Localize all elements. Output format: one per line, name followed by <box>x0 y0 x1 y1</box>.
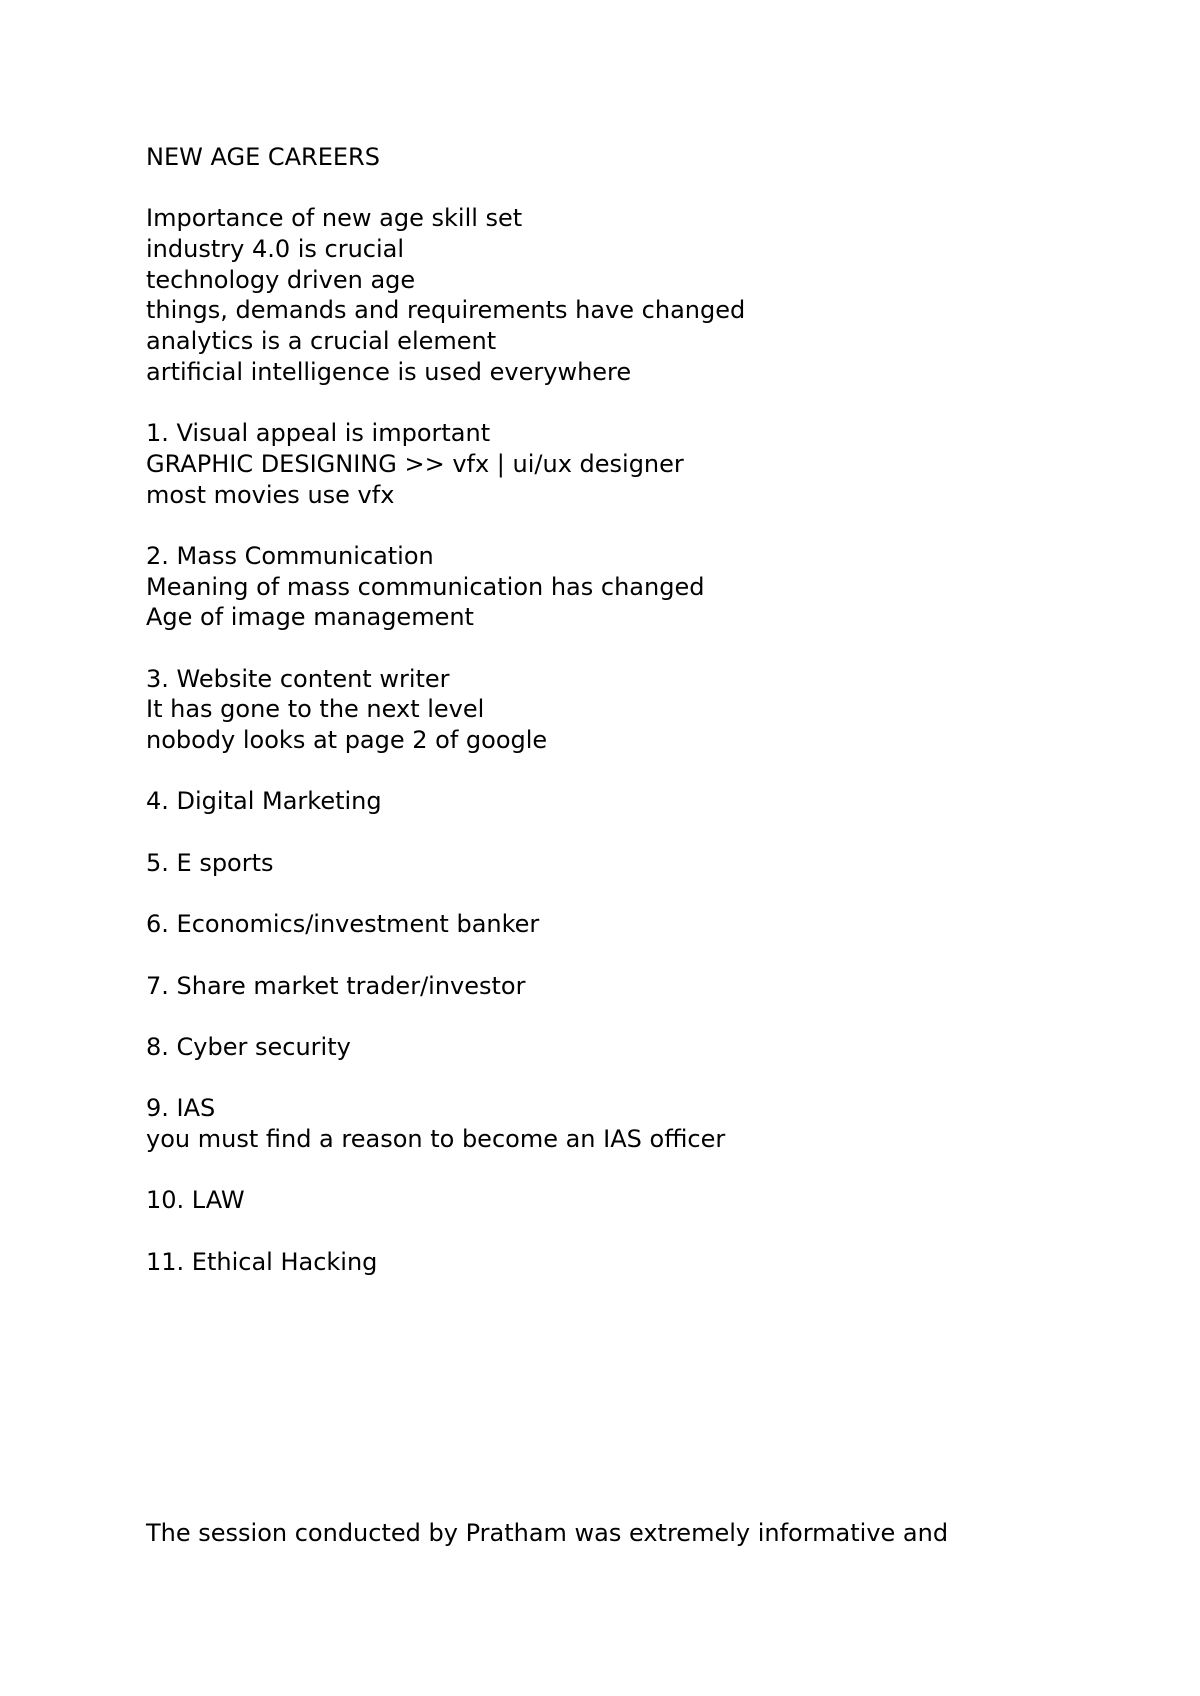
blank-line <box>146 879 1146 910</box>
section-line: most movies use vfx <box>146 480 395 509</box>
intro-line: analytics is a crucial element <box>146 327 497 356</box>
blank-line <box>146 1216 1146 1247</box>
section-heading: 2. Mass Communication <box>146 541 434 570</box>
section-heading: 1. Visual appeal is important <box>146 419 491 448</box>
section-line: GRAPHIC DESIGNING >> vfx | ui/ux designer <box>146 449 684 478</box>
section-heading: 7. Share market trader/investor <box>146 971 526 1000</box>
intro-heading: Importance of new age skill set <box>146 204 523 233</box>
section-line: Meaning of mass communication has changed <box>146 572 705 601</box>
section-heading: 9. IAS <box>146 1094 216 1123</box>
section-line: nobody looks at page 2 of google <box>146 726 548 755</box>
intro-line: industry 4.0 is crucial <box>146 235 405 264</box>
section-heading: 8. Cyber security <box>146 1032 351 1061</box>
section-line: Age of image management <box>146 603 474 632</box>
blank-line <box>146 756 1146 787</box>
blank-line <box>146 817 1146 848</box>
intro-line: artificial intelligence is used everywhere <box>146 357 632 386</box>
section-line: you must find a reason to become an IAS officer <box>146 1125 726 1153</box>
section-heading: 10. LAW <box>146 1186 245 1215</box>
section-heading: 5. E sports <box>146 848 274 877</box>
blank-line <box>146 1001 1146 1032</box>
intro-line: things, demands and requirements have changed <box>146 296 746 325</box>
blank-line <box>146 633 1146 664</box>
section-line: It has gone to the next level <box>146 695 485 724</box>
section-heading: 3. Website content writer <box>146 664 450 693</box>
section-heading: 6. Economics/investment banker <box>146 910 540 939</box>
blank-line <box>146 1063 1146 1094</box>
blank-line <box>146 940 1146 971</box>
section-heading: 4. Digital Marketing <box>146 787 382 816</box>
section-heading: 11. Ethical Hacking <box>146 1247 378 1276</box>
blank-line <box>146 388 1146 419</box>
intro-line: technology driven age <box>146 265 416 294</box>
blank-line <box>146 1155 1146 1186</box>
document-body <box>146 142 1146 1277</box>
blank-line <box>146 510 1146 541</box>
closing-paragraph: The session conducted by Pratham was extremely informative and <box>146 1519 949 1547</box>
blank-line <box>146 173 1146 204</box>
document-title: NEW AGE CAREERS <box>146 143 380 171</box>
